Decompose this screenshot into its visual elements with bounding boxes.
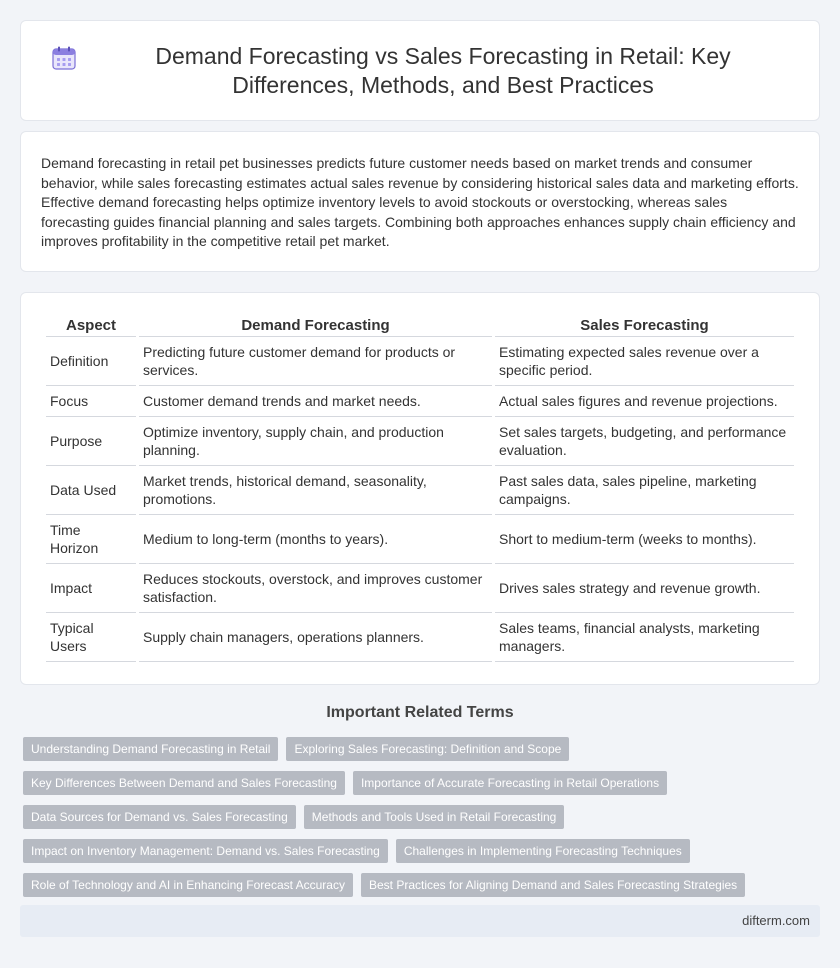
cell-sales: Short to medium-term (weeks to months). [495,515,794,564]
related-term-link[interactable]: Key Differences Between Demand and Sales Forecasting [23,771,345,795]
cell-sales: Past sales data, sales pipeline, marketing campaigns. [495,466,794,515]
cell-aspect: Data Used [46,466,136,515]
comparison-table [43,313,797,662]
intro-paragraph: Demand forecasting in retail pet businesses predicts future customer needs based on market trends and consumer behavior, while sales forecasting estimates actual sales revenue by considering historical sales data and marketing efforts. Effective demand forecasting helps optimize inventory levels to avoid stockouts or overstocking, whereas sales forecasting guides financial planning and sales targets. Combining both approaches enhances supply chain efficiency and improves profitability in the competitive retail pet market. [41,155,799,249]
related-term-link[interactable]: Best Practices for Aligning Demand and Sales Forecasting Strategies [361,873,745,897]
cell-demand: Optimize inventory, supply chain, and production planning. [139,417,492,466]
related-term-link[interactable]: Importance of Accurate Forecasting in Retail Operations [353,771,667,795]
header-sales: Sales Forecasting [495,313,794,337]
related-term-link[interactable]: Exploring Sales Forecasting: Definition and Scope [286,737,569,761]
cell-sales: Actual sales figures and revenue projections. [495,386,794,417]
page-title: Demand Forecasting vs Sales Forecasting in Retail: Key Differences, Methods, and Best Practices [155,42,731,98]
cell-demand: Supply chain managers, operations planners. [139,613,492,662]
table-row [46,466,794,515]
cell-demand: Market trends, historical demand, seasonality, promotions. [139,466,492,515]
comparison-table-card [20,292,820,685]
cell-sales: Set sales targets, budgeting, and performance evaluation. [495,417,794,466]
related-terms-list [23,737,823,897]
cell-aspect: Purpose [46,417,136,466]
cell-aspect: Time Horizon [46,515,136,564]
related-term-link[interactable]: Understanding Demand Forecasting in Retail [23,737,278,761]
cell-sales: Estimating expected sales revenue over a specific period. [495,337,794,386]
table-row [46,515,794,564]
related-terms-title: Important Related Terms [326,704,514,721]
calendar-icon [51,45,77,71]
footer [20,905,820,937]
table-row [46,386,794,417]
related-term-link[interactable]: Role of Technology and AI in Enhancing Forecast Accuracy [23,873,353,897]
intro-card [20,131,820,272]
table-row [46,613,794,662]
cell-sales: Drives sales strategy and revenue growth. [495,564,794,613]
table-header-row [46,313,794,337]
table-row [46,564,794,613]
related-term-link[interactable]: Data Sources for Demand vs. Sales Forecasting [23,805,296,829]
related-term-link[interactable]: Impact on Inventory Management: Demand vs. Sales Forecasting [23,839,388,863]
header-aspect: Aspect [46,313,136,337]
footer-site-link[interactable]: difterm.com [742,913,810,928]
related-term-link[interactable]: Methods and Tools Used in Retail Forecasting [304,805,565,829]
cell-aspect: Definition [46,337,136,386]
cell-aspect: Impact [46,564,136,613]
cell-demand: Reduces stockouts, overstock, and improves customer satisfaction. [139,564,492,613]
cell-aspect: Typical Users [46,613,136,662]
related-term-link[interactable]: Challenges in Implementing Forecasting Techniques [396,839,690,863]
cell-sales: Sales teams, financial analysts, marketing managers. [495,613,794,662]
table-row [46,337,794,386]
header-demand: Demand Forecasting [139,313,492,337]
cell-aspect: Focus [46,386,136,417]
cell-demand: Customer demand trends and market needs. [139,386,492,417]
table-row [46,417,794,466]
cell-demand: Medium to long-term (months to years). [139,515,492,564]
header-card [20,20,820,121]
cell-demand: Predicting future customer demand for products or services. [139,337,492,386]
